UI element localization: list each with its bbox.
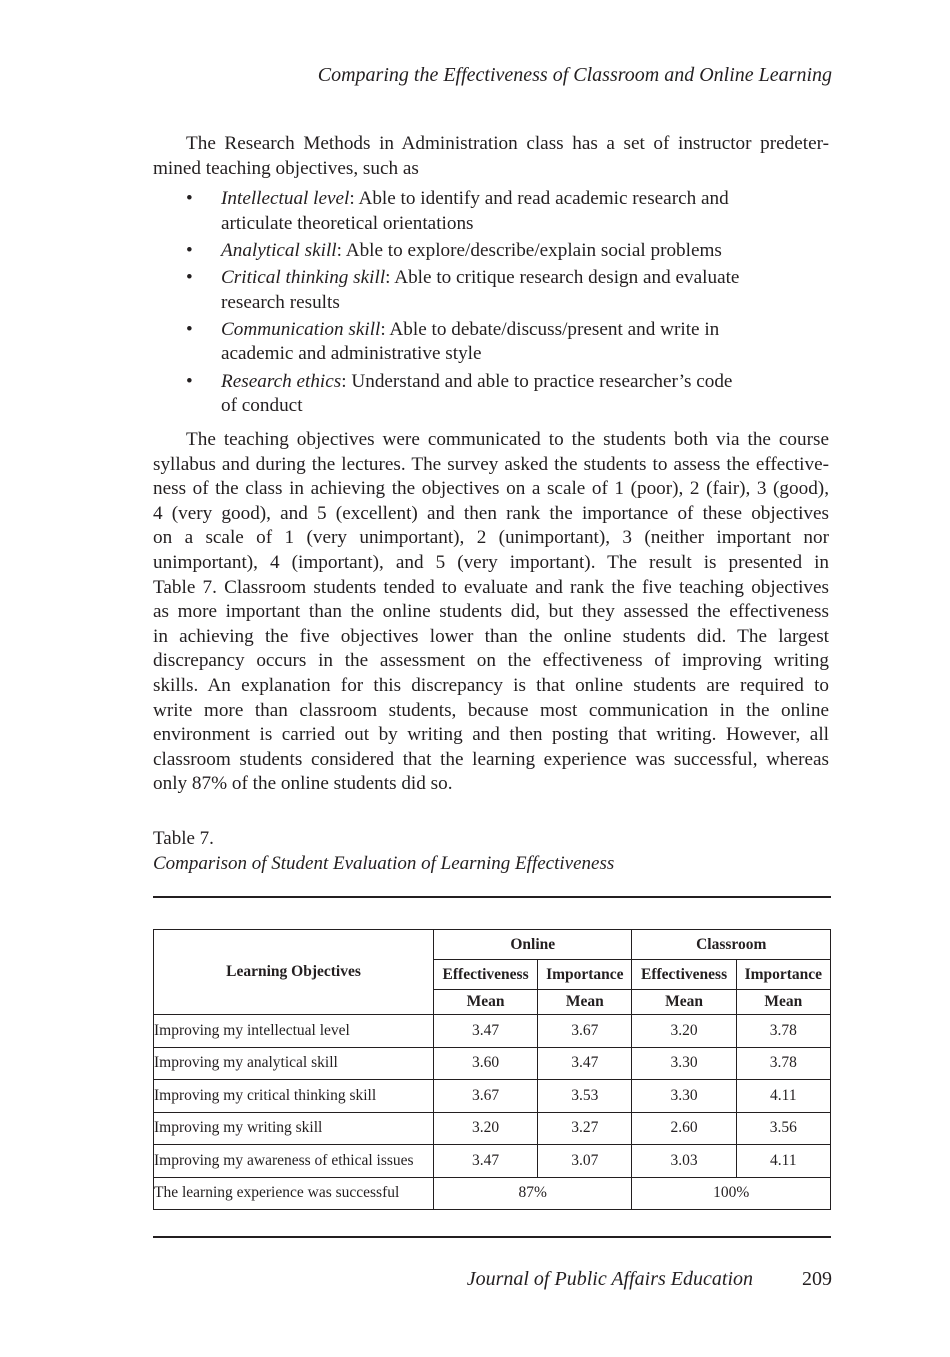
text-line: 4 (very good), and 5 (excellent) and then rank the importance of these objectives <box>153 502 829 524</box>
text-line: in achieving the five objectives lower than the online students did. The largest <box>153 625 829 647</box>
footer <box>467 1268 832 1291</box>
text-line: write more than classroom students, because most communication in the online <box>153 699 829 721</box>
header-stat: Mean <box>632 990 736 1015</box>
paragraph-intro <box>153 132 829 181</box>
row-label: Improving my analytical skill <box>154 1047 434 1080</box>
text-line: unimportant), 4 (important), and 5 (very important). The result is presented in <box>153 551 829 573</box>
objective-term: Research ethics <box>221 370 342 392</box>
table-row <box>154 1047 831 1080</box>
objective-description: : Understand and able to practice researcher’s code <box>341 370 733 392</box>
row-label: Improving my awareness of ethical issues <box>154 1145 434 1178</box>
mean-cell: 3.07 <box>538 1145 632 1178</box>
journal-name: Journal of Public Affairs Education <box>466 1268 753 1290</box>
bullet-icon: • <box>186 370 193 392</box>
objective-description: : Able to critique research design and evaluate <box>385 266 740 288</box>
header-sub: Importance <box>736 960 830 990</box>
text-line: The teaching objectives were communicated to the students both via the course <box>186 429 829 450</box>
mean-cell: 4.11 <box>736 1145 830 1178</box>
text-line: The Research Methods in Administration class has a set of instructor predeter- <box>186 133 829 154</box>
bullet-icon: • <box>186 266 193 288</box>
table-top-rule <box>153 896 831 898</box>
table-row-success <box>154 1177 831 1210</box>
bullet-icon: • <box>186 318 193 340</box>
text-line: ness of the class in achieving the objectives on a scale of 1 (poor), 2 (fair), 3 (good), <box>153 478 829 500</box>
header-learning-objectives: Learning Objectives <box>154 930 434 1015</box>
mean-cell: 3.67 <box>434 1080 538 1113</box>
text-line: Table 7. Classroom students tended to evaluate and rank the five teaching objectives <box>153 576 829 598</box>
text-line: environment is carried out by writing and then posting that writing. However, all <box>153 724 829 746</box>
mean-cell: 3.03 <box>632 1145 736 1178</box>
bullet-icon: • <box>186 188 193 209</box>
objective-description-cont: academic and administrative style <box>221 343 482 365</box>
header-online: Online <box>434 930 632 960</box>
objective-description: : Able to identify and read academic research and <box>349 188 729 209</box>
mean-cell: 3.67 <box>538 1015 632 1048</box>
text-line: on a scale of 1 (very unimportant), 2 (unimportant), 3 (neither important nor <box>153 527 829 549</box>
running-header: Comparing the Effectiveness of Classroom and Online Learning <box>317 64 832 86</box>
row-label: Improving my critical thinking skill <box>154 1080 434 1113</box>
cell-classroom-success: 100% <box>632 1177 831 1210</box>
mean-cell: 3.78 <box>736 1015 830 1048</box>
mean-cell: 4.11 <box>736 1080 830 1113</box>
table-row <box>154 1112 831 1145</box>
mean-cell: 3.47 <box>538 1047 632 1080</box>
list-item <box>153 187 829 236</box>
text-line: syllabus and during the lectures. The survey asked the students to assess the effective- <box>153 453 829 475</box>
text-line: as more important than the online students did, but they assessed the effectiveness <box>153 601 829 623</box>
mean-cell: 3.60 <box>434 1047 538 1080</box>
objective-term: Communication skill <box>221 318 381 340</box>
header-stat: Mean <box>434 990 538 1015</box>
table-label: Table 7. <box>153 828 214 849</box>
header-sub: Effectiveness <box>434 960 538 990</box>
objective-description: : Able to explore/describe/explain social problems <box>336 239 722 261</box>
page-number: 209 <box>802 1268 832 1290</box>
mean-cell: 3.27 <box>538 1112 632 1145</box>
list-item <box>153 370 829 419</box>
objectives-list <box>153 187 829 421</box>
header-sub: Effectiveness <box>632 960 736 990</box>
objective-term: Analytical skill <box>221 239 337 261</box>
mean-cell: 3.78 <box>736 1047 830 1080</box>
mean-cell: 3.30 <box>632 1080 736 1113</box>
evaluation-table <box>153 929 831 1210</box>
bullet-icon: • <box>186 239 193 261</box>
mean-cell: 3.56 <box>736 1112 830 1145</box>
table-bottom-rule <box>153 1236 831 1238</box>
cell-online-success: 87% <box>434 1177 632 1210</box>
mean-cell: 3.47 <box>434 1015 538 1048</box>
text-line: classroom students considered that the learning experience was successful, whereas <box>153 748 829 770</box>
mean-cell: 3.20 <box>434 1112 538 1145</box>
list-item <box>153 239 829 264</box>
header-stat: Mean <box>538 990 632 1015</box>
text-line: only 87% of the online students did so. <box>153 773 453 795</box>
objective-description: : Able to debate/discuss/present and write in <box>380 318 720 340</box>
list-item <box>153 266 829 315</box>
header-sub: Importance <box>538 960 632 990</box>
row-label: Improving my intellectual level <box>154 1015 434 1048</box>
list-item <box>153 318 829 367</box>
text-line: discrepancy occurs in the assessment on the effectiveness of improving writing <box>153 650 829 672</box>
table-row <box>154 1015 831 1048</box>
mean-cell: 3.53 <box>538 1080 632 1113</box>
row-label: The learning experience was successful <box>154 1177 434 1210</box>
mean-cell: 3.20 <box>632 1015 736 1048</box>
mean-cell: 3.47 <box>434 1145 538 1178</box>
row-label: Improving my writing skill <box>154 1112 434 1145</box>
text-line: skills. An explanation for this discrepancy is that online students are required to <box>153 674 829 696</box>
table-caption: Comparison of Student Evaluation of Learning Effectiveness <box>153 853 615 874</box>
text-line: mined teaching objectives, such as <box>153 157 419 179</box>
header-stat: Mean <box>736 990 830 1015</box>
mean-cell: 2.60 <box>632 1112 736 1145</box>
objective-term: Intellectual level <box>221 188 350 209</box>
table-row <box>154 1145 831 1178</box>
objective-description-cont: of conduct <box>221 395 303 417</box>
table-row <box>154 1080 831 1113</box>
objective-description-cont: research results <box>221 291 340 313</box>
header-classroom: Classroom <box>632 930 831 960</box>
objective-description-cont: articulate theoretical orientations <box>221 212 474 234</box>
mean-cell: 3.30 <box>632 1047 736 1080</box>
objective-term: Critical thinking skill <box>221 266 386 288</box>
paragraph-results <box>153 428 829 797</box>
